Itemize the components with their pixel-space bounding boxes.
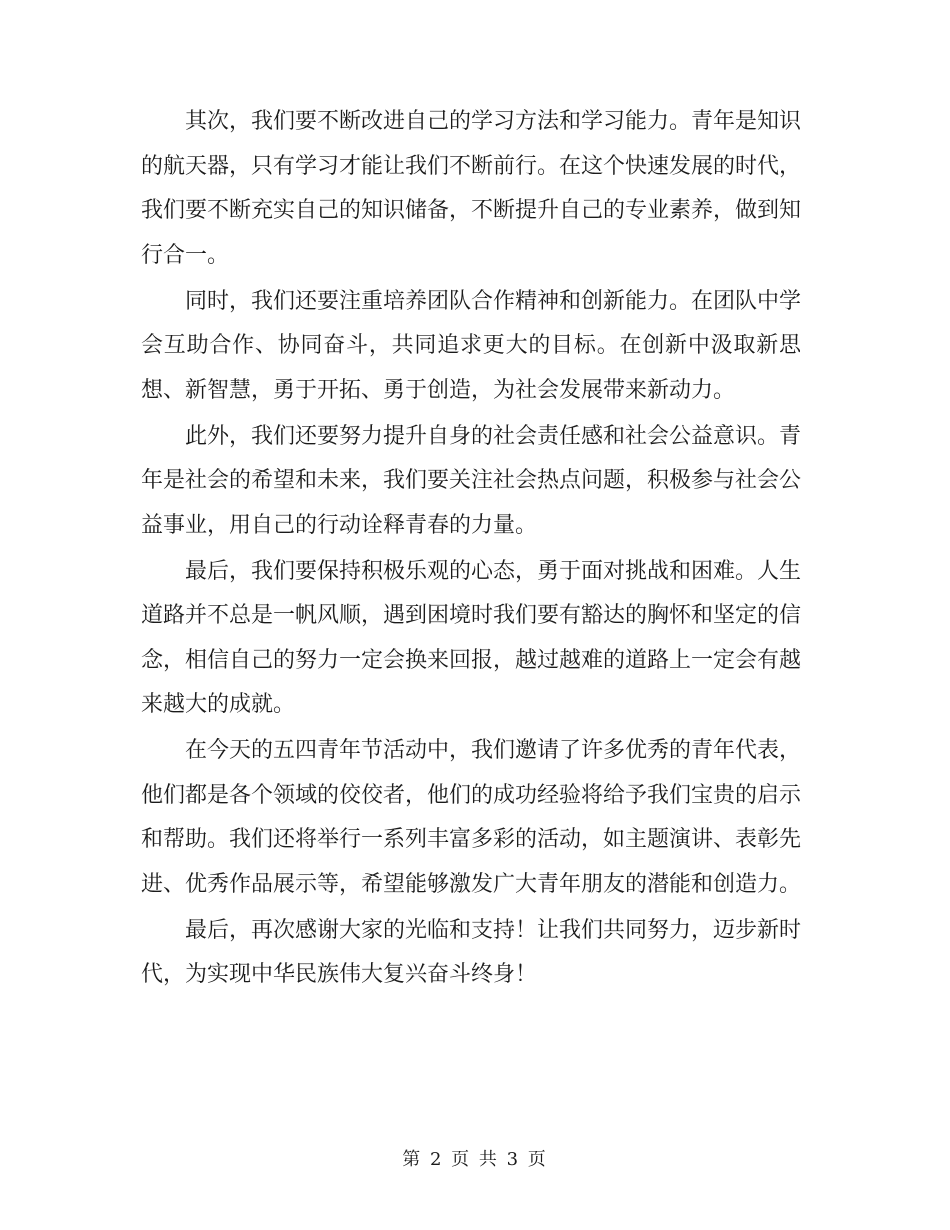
- paragraph-youth-day-activities: 在今天的五四青年节活动中，我们邀请了许多优秀的青年代表，他们都是各个领域的佼佼者，他们的成功经验将给予我们宝贵的启示和帮助。我们还将举行一系列丰富多彩的活动，如主题演讲、表彰先进、优秀作品展示等，希望能够激发广大青年朋友的潜能和创造力。: [141, 738, 802, 897]
- document-body: [141, 100, 801, 999]
- paragraph-study-methods: 其次，我们要不断改进自己的学习方法和学习能力。青年是知识的航天器，只有学习才能让我们不断前行。在这个快速发展的时代，我们要不断充实自己的知识储备，不断提升自己的专业素养，做到知行合一。: [141, 109, 802, 268]
- page-number-footer: 第 2 页 共 3 页: [402, 1149, 548, 1170]
- paragraph-positive-attitude: 最后，我们要保持积极乐观的心态，勇于面对挑战和困难。人生道路并不总是一帆风顺，遇到困境时我们要有豁达的胸怀和坚定的信念，相信自己的努力一定会换来回报，越过越难的道路上一定会有越来越大的成就。: [141, 558, 802, 717]
- paragraph-teamwork-innovation: 同时，我们还要注重培养团队合作精神和创新能力。在团队中学会互助合作、协同奋斗，共同追求更大的目标。在创新中汲取新思想、新智慧，勇于开拓、勇于创造，为社会发展带来新动力。: [141, 288, 802, 403]
- paragraph-closing-thanks: 最后，再次感谢大家的光临和支持！让我们共同努力，迈步新时代，为实现中华民族伟大复兴奋斗终身！: [141, 917, 802, 987]
- paragraph-social-responsibility: 此外，我们还要努力提升自身的社会责任感和社会公益意识。青年是社会的希望和未来，我们要关注社会热点问题，积极参与社会公益事业，用自己的行动诠释青春的力量。: [141, 423, 802, 538]
